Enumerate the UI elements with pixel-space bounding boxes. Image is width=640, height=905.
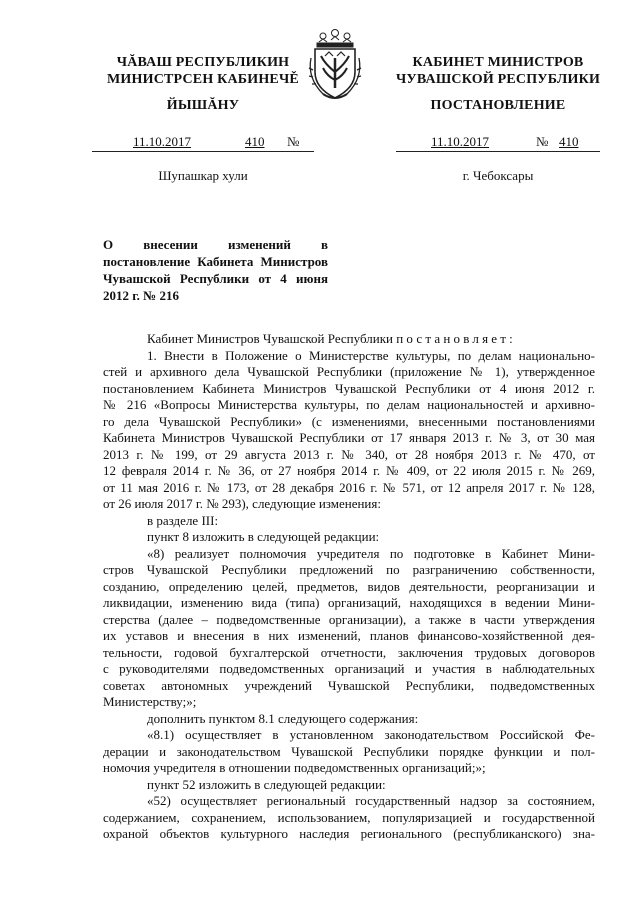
intro-verb: постановляет: bbox=[396, 331, 516, 346]
body-line: от 26 июля 2017 г. № 293), следующие изменения: bbox=[103, 496, 381, 511]
body-line: Министерству;»; bbox=[103, 694, 197, 709]
right-date-underline bbox=[396, 151, 600, 152]
left-city: Шупашкар хули bbox=[158, 168, 248, 183]
body-line: № 216 «Вопросы Министерства культуры, по делам национальностей и архивно- bbox=[103, 397, 595, 412]
body-line: советах автономных учреждений Чувашской Республики, подведомственных bbox=[103, 677, 595, 693]
body-line: стерства (далее – подведомственные организации), а также в части утверждения bbox=[103, 611, 595, 627]
left-number-sign: № bbox=[287, 134, 300, 149]
body-line: от 11 мая 2016 г. № 173, от 28 декабря 2016 г. № 571, от 12 апреля 2017 г. № 128, bbox=[103, 479, 595, 495]
document-body bbox=[103, 331, 595, 843]
right-org-name bbox=[378, 54, 618, 88]
body-line: ликвидации, изменению вида (типа) организаций, находящихся в ведении Мини- bbox=[103, 595, 595, 610]
body-line: «8) реализует полномочия учредителя по подготовке в Кабинет Мини- bbox=[147, 545, 595, 561]
left-org-name bbox=[92, 54, 314, 88]
body-line: пункт 52 изложить в следующей редакции: bbox=[147, 776, 386, 792]
left-date: 11.10.2017 bbox=[133, 134, 192, 149]
body-line: содержанием, сохранением, использованием, популяризацией и государственной bbox=[103, 809, 595, 825]
body-line: «8.1) осуществляет в установленном законодательством Российской Фе- bbox=[147, 727, 595, 742]
body-line: их уставов и внесения в них изменений, планов финансово-хозяйственной дея- bbox=[103, 628, 595, 643]
right-city: г. Чебоксары bbox=[462, 168, 534, 183]
emblem-seal bbox=[303, 28, 367, 104]
body-line: дерации и законодательством Чувашской Республики порядке функции и пол- bbox=[103, 743, 595, 759]
document-title: О внесении изменений в постановление Кабинета Министров Чувашской Республики от 4 июня 2012 г. № 216 bbox=[103, 237, 328, 303]
body-lines bbox=[103, 348, 595, 843]
left-org-line1: ЧĂВАШ РЕСПУБЛИКИН bbox=[116, 55, 290, 70]
right-number-sign: № bbox=[536, 134, 549, 149]
body-line: созданию, определению целей, предметов, видов деятельности, реорганизации и bbox=[103, 578, 595, 594]
body-line: охраной объектов культурного наследия регионального (республиканского) зна- bbox=[103, 826, 595, 841]
body-line: стей и архивного дела Чувашской Республики (приложение № 1), утвержденное bbox=[103, 364, 595, 379]
body-line: Кабинета Министров Чувашской Республики от 17 января 2013 г. № 3, от 30 мая bbox=[103, 430, 595, 445]
body-line: номочия учредителя в отношении подведомственных организаций;»; bbox=[103, 760, 486, 775]
left-doc-type: ЙЫШĂНУ bbox=[166, 98, 240, 113]
left-number: 410 bbox=[245, 134, 265, 149]
body-line: пункт 8 изложить в следующей редакции: bbox=[147, 529, 380, 544]
body-line: постановлением Кабинета Министров Чувашской Республики от 4 июня 2012 г. bbox=[103, 380, 595, 396]
left-org-line2: МИНИСТРСЕН КАБИНЕЧĚ bbox=[107, 72, 299, 87]
intro-paragraph bbox=[103, 331, 595, 348]
right-org-line1: КАБИНЕТ МИНИСТРОВ bbox=[412, 55, 584, 70]
body-line: дополнить пунктом 8.1 следующего содержания: bbox=[147, 710, 419, 726]
body-line: 1. Внести в Положение о Министерстве культуры, по делам национально- bbox=[147, 347, 595, 363]
body-line: «52) осуществляет региональный государственный надзор за состоянием, bbox=[147, 793, 595, 808]
left-date-underline bbox=[92, 151, 314, 152]
right-number: 410 bbox=[559, 134, 579, 149]
right-doc-type: ПОСТАНОВЛЕНИЕ bbox=[430, 98, 566, 113]
right-org-line2: ЧУВАШСКОЙ РЕСПУБЛИКИ bbox=[395, 72, 601, 87]
body-line: 12 февраля 2014 г. № 36, от 27 ноября 2014 г. № 409, от 22 июля 2015 г. № 269, bbox=[103, 463, 595, 478]
body-line: тельности, годовой бухгалтерской отчетности, заключения трудовых договоров bbox=[103, 644, 595, 660]
right-date: 11.10.2017 bbox=[431, 134, 490, 149]
intro-text: Кабинет Министров Чувашской Республики bbox=[147, 331, 393, 346]
body-line: в разделе III: bbox=[147, 512, 219, 528]
body-line: 2013 г. № 199, от 29 августа 2013 г. № 340, от 28 ноября 2013 г. № 470, от bbox=[103, 446, 595, 462]
body-line: стров Чувашской Республики предложений по разграничению собственности, bbox=[103, 562, 595, 577]
body-line: с руководителями подведомственных организаций и участия в наблюдательных bbox=[103, 661, 595, 676]
body-line: го дела Чувашской Республики» (с изменениями, внесенными постановлениями bbox=[103, 413, 595, 429]
